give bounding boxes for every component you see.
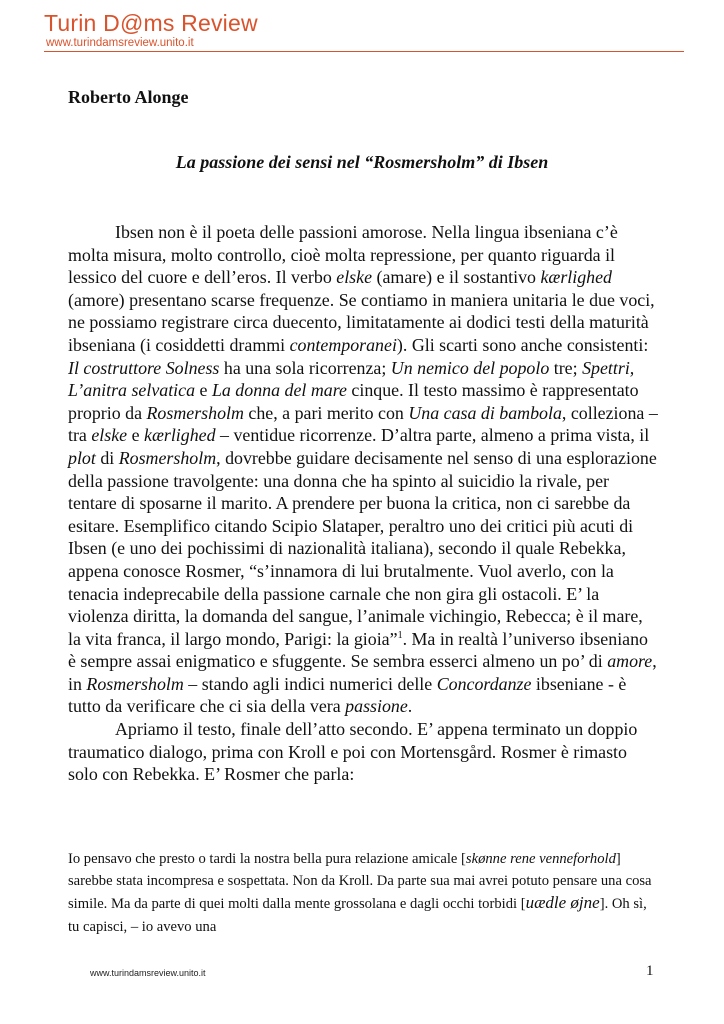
footer-url[interactable]: www.turindamsreview.unito.it — [90, 968, 206, 978]
italic-term: uædle øjne — [525, 893, 600, 913]
text-run: ). Gli scarti sono anche consistenti: — [396, 334, 649, 355]
page-number: 1 — [646, 963, 654, 979]
text-run: e — [127, 425, 144, 446]
text-run: , in — [68, 651, 657, 694]
article-title: La passione dei sensi nel “Rosmersholm” di Ibsen — [175, 152, 549, 172]
italic-term: amore — [607, 651, 653, 672]
text-run: di — [95, 447, 119, 468]
italic-term: elske — [336, 267, 373, 288]
italic-title: Rosmersholm — [86, 673, 184, 694]
italic-title: Spettri, L’anitra selvatica — [68, 357, 635, 401]
text-run: che, a pari merito con — [243, 402, 409, 423]
italic-term: passione — [345, 696, 408, 717]
text-run: tre; — [549, 357, 583, 378]
italic-title: Concordanze — [436, 673, 532, 694]
italic-title: Una casa di bambola — [408, 402, 562, 423]
text-run: . Ma in realtà l’universo ibseniano è sempre assai enigmatico e sfuggente. Se sembra esserci almeno un po’ di — [68, 628, 648, 672]
footnote-ref[interactable]: 1 — [397, 629, 403, 641]
text-run: ]. Oh sì, tu capisci, – io avevo una — [68, 896, 647, 935]
text-run: (amare) e il sostantivo — [372, 267, 541, 288]
text-run: cinque. Il testo massimo è rappresentato proprio da — [68, 380, 639, 423]
italic-term: skønne rene venneforhold — [465, 851, 616, 867]
header-divider — [44, 51, 684, 52]
text-run: e — [195, 380, 212, 401]
text-run: ] sarebbe stata incompresa e sospettata. Non da Kroll. Da parte sua mai avrei potuto pensare una cosa simile. Ma da parte di quei molti dalla mente grossolana e dagli occhi torbidi [ — [68, 851, 652, 913]
italic-term: contemporanei — [289, 334, 397, 355]
italic-title: La donna del mare — [211, 380, 347, 401]
italic-term: plot — [68, 447, 96, 468]
paragraph-2: Apriamo il testo, finale dell’atto secondo. E’ appena terminato un doppio traumatico dialogo, prima con Kroll e poi con Mortensgård. Rosmer è rimasto solo con Rebekka. E’ Rosmer che parla: — [68, 719, 638, 785]
text-run: (amore) presentano scarse frequenze. Se contiamo in maniera unitaria le due voci, ne possiamo registrare circa duecento, limitatamente ai dodici testi della maturità ibseniana (i cosiddetti drammi — [68, 289, 655, 355]
text-run: Io pensavo che presto o tardi la nostra bella pura relazione amicale [ — [68, 851, 466, 867]
italic-term: elske — [91, 425, 128, 446]
text-run: , colleziona – tra — [68, 402, 658, 446]
text-run: , dovrebbe guidare decisamente nel senso di una esplorazione della passione travolgente: una donna che ha spinto al suicidio la rivale, per tentare di sposarne il marito. A prendere per buona la critica, non ci sarebbe da esitare. Esemplifico citando Scipio Slataper, peraltro uno dei critici più acuti di Ibsen (e uno dei pochissimi di nazionalità italiana), secondo il quale Rebekka, appena conosce Rosmer, “s’innamora di lui brutalmente. Vuol averlo, con la tenacia indeprecabile della passione carnale che non gira gli ostacoli. E’ la violenza diritta, la domanda del sangue, l’animale vichingio, Rebecca; è il mare, la vita franca, il largo mondo, Parigi: la gioia” — [68, 447, 657, 649]
italic-title: Rosmersholm — [118, 447, 217, 468]
text-run: ibseniane - è tutto da verificare che ci sia della vera — [68, 673, 627, 717]
journal-header — [44, 10, 684, 56]
italic-title: Un nemico del popolo — [390, 357, 550, 378]
italic-title: Il costruttore Solness — [68, 357, 220, 378]
text-run: . — [407, 696, 413, 717]
journal-logo: Turin D@ms Review — [44, 10, 258, 36]
block-quote — [68, 848, 658, 938]
text-run: ha una sola ricorrenza; — [219, 357, 391, 378]
text-run: Ibsen non è il poeta delle passioni amorose. Nella lingua ibseniana c’è molta misura, molto controllo, cioè molta repressione, per quanto riguarda il lessico del cuore e dell’eros. Il verbo — [68, 222, 618, 288]
paragraph-1 — [68, 221, 658, 718]
article-body — [68, 221, 658, 786]
text-run: – stando agli indici numerici delle — [183, 673, 437, 694]
journal-url[interactable]: www.turindamsreview.unito.it — [46, 37, 194, 49]
author-name: Roberto Alonge — [68, 87, 189, 107]
italic-title: Rosmersholm — [146, 402, 244, 423]
italic-term: kærlighed — [144, 425, 216, 446]
italic-term: kærlighed — [540, 267, 613, 288]
text-run: – ventidue ricorrenze. D’altra parte, almeno a prima vista, il — [215, 425, 650, 446]
